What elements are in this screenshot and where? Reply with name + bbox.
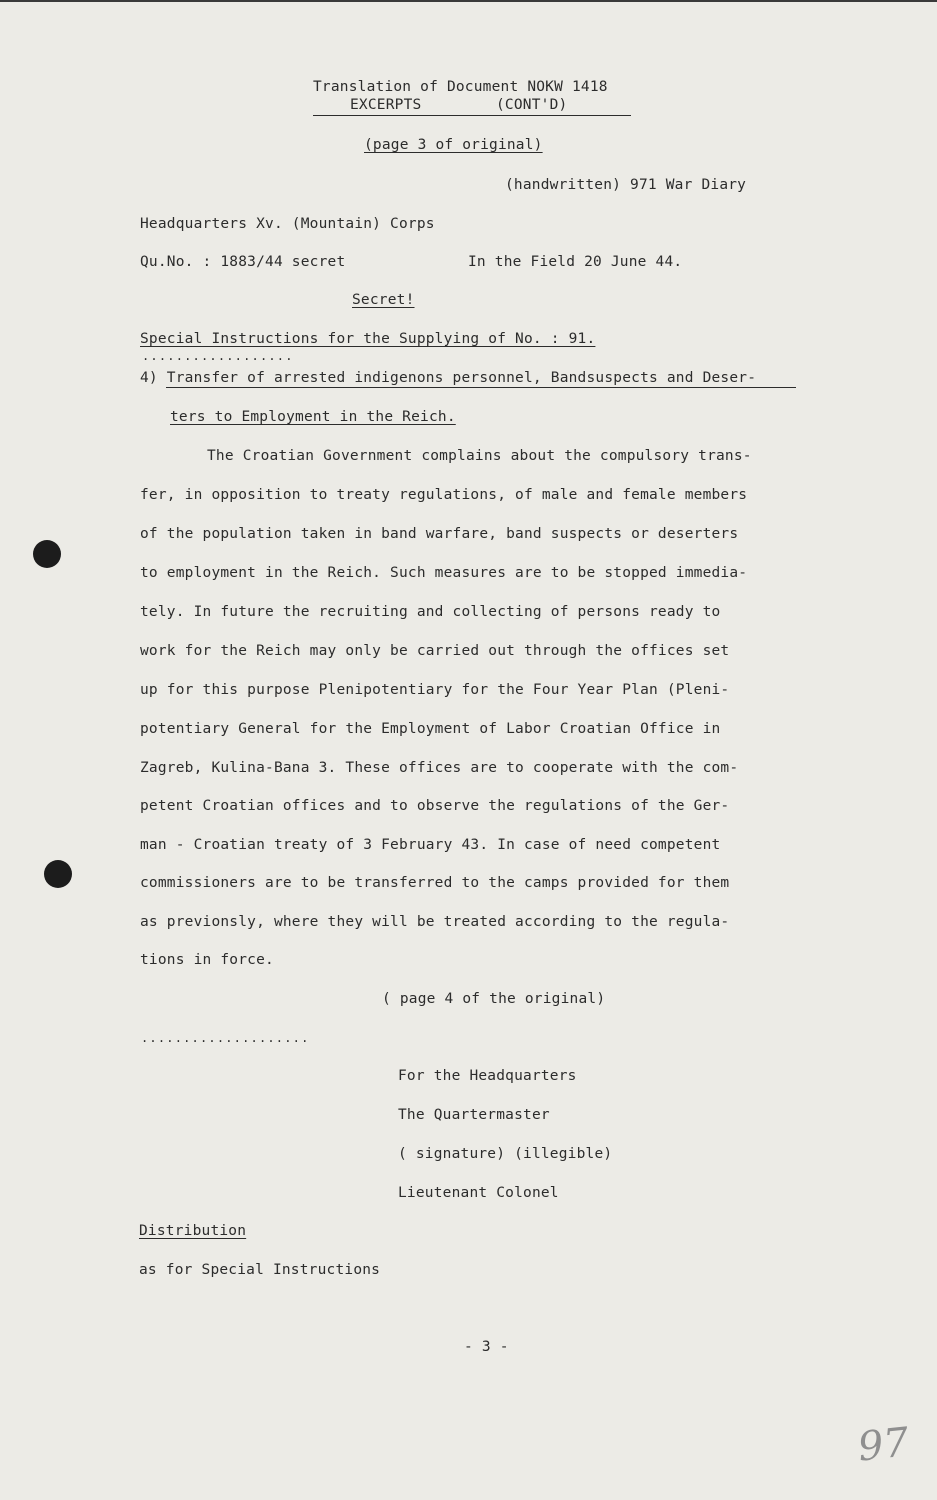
document-title: Translation of Document NOKW 1418 [313, 79, 608, 95]
section-title-line-2: ters to Employment in the Reich. [170, 409, 456, 425]
header-underline [313, 115, 631, 116]
ellipsis-top: .................. [142, 349, 294, 363]
body-line: The Croatian Government complains about the compulsory trans- [207, 448, 752, 464]
body-line: work for the Reich may only be carried out through the offices set [140, 643, 730, 659]
reference-number: Qu.No. : 1883/44 secret [140, 254, 346, 270]
page-marker-top: (page 3 of original) [364, 137, 543, 153]
body-line: commissioners are to be transferred to the camps provided for them [140, 875, 730, 891]
body-line: to employment in the Reich. Such measures are to be stopped immedia- [140, 565, 748, 581]
body-line: petent Croatian offices and to observe the regulations of the Ger- [140, 798, 730, 814]
body-line: tely. In future the recruiting and collecting of persons ready to [140, 604, 721, 620]
punch-hole-top [33, 540, 61, 568]
body-line: potentiary General for the Employment of Labor Croatian Office in [140, 721, 721, 737]
signature-line: For the Headquarters [398, 1068, 577, 1084]
page-marker-bottom: ( page 4 of the original) [382, 991, 606, 1007]
hq-line: Headquarters Xv. (Mountain) Corps [140, 216, 435, 232]
secret-label: Secret! [352, 292, 415, 308]
section-title-text-1: 4) Transfer of arrested indigenons personnel, Bandsuspects and Deser- [140, 370, 757, 386]
distribution-label: Distribution [139, 1223, 247, 1239]
body-line: up for this purpose Plenipotentiary for the Four Year Plan (Pleni- [140, 682, 730, 698]
punch-hole-bottom [44, 860, 72, 888]
contd-label: (CONT'D) [496, 97, 568, 113]
page-number: - 3 - [464, 1339, 509, 1355]
signature-line: Lieutenant Colonel [398, 1185, 559, 1201]
place-date: In the Field 20 June 44. [468, 254, 683, 270]
excerpts-label: EXCERPTS [350, 97, 422, 113]
special-instructions-heading: Special Instructions for the Supplying of No. : 91. [140, 331, 596, 347]
handwritten-note: (handwritten) 971 War Diary [505, 177, 747, 193]
margin-handwritten-number: 97 [855, 1419, 912, 1471]
body-line: Zagreb, Kulina-Bana 3. These offices are to cooperate with the com- [140, 760, 739, 776]
signature-line: The Quartermaster [398, 1107, 550, 1123]
body-line: tions in force. [140, 952, 274, 968]
body-line: man - Croatian treaty of 3 February 43. In case of need competent [140, 837, 721, 853]
ellipsis-bottom: .................... [141, 1031, 310, 1045]
body-line: as previonsly, where they will be treated according to the regula- [140, 914, 730, 930]
top-border [0, 0, 937, 2]
signature-line: ( signature) (illegible) [398, 1146, 613, 1162]
body-line: of the population taken in band warfare, band suspects or deserters [140, 526, 739, 542]
distribution-text: as for Special Instructions [139, 1262, 381, 1278]
section-title-underline-1 [166, 387, 796, 388]
body-line: fer, in opposition to treaty regulations, of male and female members [140, 487, 748, 503]
section-title-line-1 [140, 369, 756, 387]
